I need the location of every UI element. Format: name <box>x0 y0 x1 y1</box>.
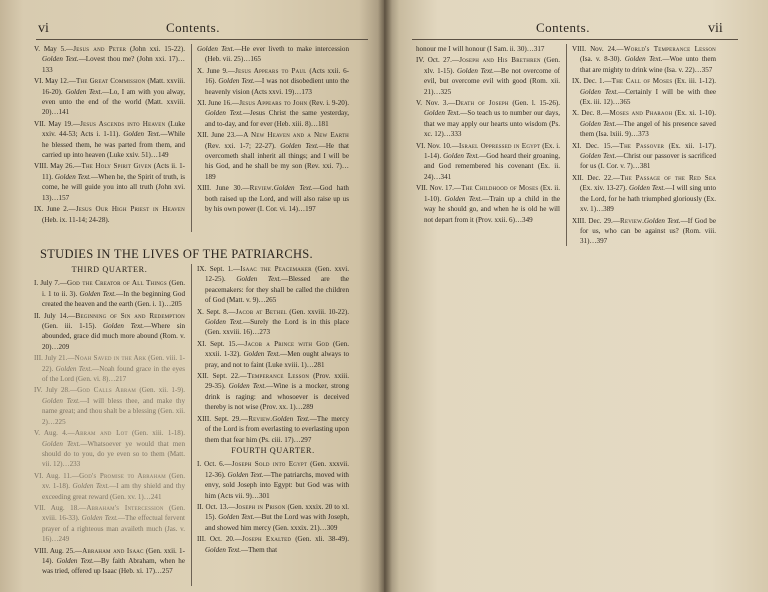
lesson-number: VIII. <box>572 45 586 53</box>
golden-text-label: Golden Text. <box>580 119 617 128</box>
lesson-date: Sept. 22. <box>212 372 240 381</box>
lesson-date: Oct. 27. <box>427 56 452 65</box>
lesson-entry <box>34 44 185 75</box>
golden-text: —Men ought always to pray, and not to faint (Luke xviii. 1)…281 <box>205 350 349 369</box>
golden-text: —Them that <box>241 545 278 554</box>
golden-text-label: Golden Text. <box>443 152 480 161</box>
lesson-entry <box>34 278 185 309</box>
lesson-title: —The Great Commission <box>68 77 146 86</box>
column-divider <box>191 44 192 232</box>
lesson-title: —Review. <box>240 414 273 423</box>
right-page <box>384 0 768 592</box>
golden-text-label: Golden Text. <box>280 141 319 150</box>
lesson-entry <box>197 130 349 182</box>
lesson-number: V. <box>34 429 40 438</box>
golden-text-label: Golden Text. <box>456 66 494 75</box>
golden-text-label: Golden Text. <box>103 322 144 331</box>
golden-text: —In the beginning God created the heaven and the earth (Gen. i. 1)…205 <box>42 289 186 309</box>
scripture-reference: (Gen. iii. 1-15). <box>42 322 97 331</box>
golden-text-label: Golden Text. <box>81 514 118 523</box>
lesson-title: —Temperance Lesson <box>239 372 310 381</box>
lesson-title: —Jesus Our High Priest in Heaven <box>68 205 185 214</box>
golden-text-label: Golden Text. <box>580 152 617 161</box>
lesson-date: July 21. <box>44 354 68 363</box>
golden-text: —Blessed are the peacemakers: for they shall be called the children of God (Matt. v. 9)…265 <box>205 275 349 305</box>
lesson-number: III. <box>197 535 206 544</box>
lesson-number: III. <box>34 354 43 363</box>
lesson-number: VI. <box>416 141 426 150</box>
lesson-number: IV. <box>34 386 43 395</box>
lesson-entry <box>197 339 349 370</box>
lesson-entry <box>197 371 349 413</box>
lesson-number: VIII. <box>34 162 48 171</box>
scripture-reference: (Ex. xiv. 13-27). <box>580 184 628 193</box>
scripture-reference: (Ex. i. 1-14). <box>424 141 560 161</box>
lesson-entry <box>34 76 185 118</box>
golden-text: —Train up a child in the way he should go, and when he is old he will not depart from it (Prov. xxii. 6)…349 <box>424 194 560 224</box>
lesson-date: Oct. 20. <box>209 535 235 544</box>
lesson-date: June 9. <box>206 66 228 75</box>
lesson-title: —The Passage of the Red Sea <box>612 173 717 182</box>
scripture-reference: (Gen. xiii. 1-18). <box>132 429 185 438</box>
column-divider <box>566 44 567 246</box>
golden-text-label: Golden Text. <box>228 382 267 391</box>
lesson-date: Aug. 4. <box>43 429 68 438</box>
golden-text: —Jesus Christ the same yesterday, and to-day, and for ever (Heb. xiii. 8)…181 <box>205 109 349 128</box>
golden-text: —God heard their groaning, and God remembered his covenant (Ex. ii. 24)…341 <box>424 152 560 181</box>
lesson-date: Nov. 10. <box>427 141 452 150</box>
lesson-entry <box>197 183 349 214</box>
lesson-entry <box>197 44 349 65</box>
lesson-title: —World's Temperance Lesson <box>616 45 716 53</box>
lesson-title: —Abraham and Isaac <box>74 546 144 555</box>
lesson-number: VI. <box>34 471 44 480</box>
scripture-reference: (Gen. xviii. 16-33). <box>42 503 186 523</box>
scripture-reference: (Ex. ii. 1-10). <box>424 184 560 203</box>
lesson-entry <box>416 183 560 225</box>
lesson-number: XI. <box>197 99 207 108</box>
header-rule <box>36 39 368 40</box>
golden-text-label: Golden Text. <box>205 318 243 327</box>
lesson-date: Aug. 11. <box>46 471 72 480</box>
lesson-column <box>197 264 349 556</box>
lesson-title: —Jesus Ascends into Heaven <box>72 119 166 128</box>
golden-text: —I will bless thee, and make thy name great; and thou shalt be a blessing (Gen. xii. 2)…225 <box>42 396 186 426</box>
scripture-reference: (Ex. iii. 1-12). <box>674 77 717 86</box>
lesson-number: X. <box>197 307 204 316</box>
lesson-number: XII. <box>197 372 209 381</box>
section-title: STUDIES IN THE LIVES OF THE PATRIARCHS. <box>40 247 313 261</box>
lesson-number: I. <box>197 460 202 469</box>
golden-text-label: Golden Text. <box>79 289 116 298</box>
golden-text-label: Golden Text. <box>65 87 103 96</box>
golden-text-label: Golden Text. <box>218 513 255 522</box>
lesson-date: June 30. <box>215 184 243 193</box>
lesson-number: II. <box>197 502 204 511</box>
lesson-date: June 2. <box>46 205 69 214</box>
lesson-entry <box>34 471 185 502</box>
lesson-number: V. <box>34 45 40 53</box>
golden-text-label: Golden Text. <box>227 470 264 479</box>
lesson-entry <box>416 44 560 54</box>
scripture-reference: (Gen. xxxix. 20 to xl. 15). <box>205 502 349 522</box>
lesson-entry <box>34 385 185 427</box>
golden-text-label: Golden Text. <box>197 45 235 53</box>
golden-text: —Whatsoever ye would that men should do to you, do ye even so to them (Matt. vii. 12)…233 <box>42 439 185 469</box>
golden-text: —Certainly I will be with thee (Ex. iii. 12)…365 <box>580 87 716 107</box>
lesson-date: Dec. 15. <box>585 141 613 150</box>
lesson-entry <box>34 428 185 470</box>
golden-text: —Surely the Lord is in this place (Gen. xxviii. 16)…273 <box>205 318 349 337</box>
column-divider <box>191 264 192 586</box>
lesson-number: VII. <box>34 503 46 512</box>
lesson-entry <box>34 311 185 353</box>
golden-text: —I was not disobedient unto the heavenly vision (Acts xxvi. 19)…173 <box>205 77 350 96</box>
lesson-entry <box>572 173 716 215</box>
lesson-number: IX. <box>34 205 44 214</box>
scripture-reference: (Rev. i. 9-20). <box>309 99 349 108</box>
lesson-title: —The Holy Spirit Given <box>74 162 152 171</box>
lesson-title: —Review. <box>242 184 274 193</box>
page-number: vi <box>38 21 49 36</box>
lesson-number: XII. <box>572 173 584 182</box>
lesson-entry <box>197 66 349 97</box>
lesson-date: Aug. 25. <box>49 546 75 555</box>
scripture-reference: (Gen. xxxvii. 12-36). <box>205 460 349 479</box>
golden-text: —The effectual fervent prayer of a righteous man availeth much (Jas. v. 16)…249 <box>42 514 186 544</box>
lesson-date: Sept. 1. <box>209 265 233 273</box>
lesson-date: Nov. 17. <box>429 184 454 193</box>
lesson-title: —Joseph Sold into Egypt <box>224 460 308 469</box>
lesson-title: —Abraham's Intercession <box>79 503 164 512</box>
lesson-entry <box>572 108 716 139</box>
scripture-reference: (Rev. xxi. 1-7; 22-27). <box>205 141 276 150</box>
scripture-reference: (Luke xxiv. 44-53; Acts i. 1-11). <box>42 119 186 139</box>
scripture-reference: (Gen. i. 1 to ii. 3). <box>42 279 186 298</box>
lesson-title: —Jesus and Peter <box>65 45 127 53</box>
scripture-reference: (Gen. viii. 1-22). <box>42 354 185 373</box>
lesson-title: —A New Heaven and a New Earth <box>235 131 349 140</box>
golden-text: —He ever liveth to make intercession (Heb. vii. 25)…165 <box>205 45 349 64</box>
lesson-date: July 28. <box>45 386 70 395</box>
golden-text: —While he blessed them, he was parted from them, and carried up into heaven (Luke xxiv. 51)…149 <box>42 130 185 160</box>
scripture-reference: (Gen. xlv. 1-15). <box>424 56 560 75</box>
lesson-date: Sept. 15. <box>210 339 238 348</box>
lesson-entry <box>416 55 560 97</box>
scripture-reference: (Matt. xxviii. 16-20). <box>42 77 186 96</box>
lesson-date: Dec. 8. <box>581 109 603 118</box>
lesson-number: VII. <box>34 119 46 128</box>
lesson-number: V. <box>416 99 422 108</box>
lesson-number: XIII. <box>197 414 211 423</box>
lesson-number: XII. <box>197 131 209 140</box>
lesson-number: X. <box>197 66 204 75</box>
lesson-title: —God the Creator of All Things <box>59 279 167 288</box>
lesson-date: May 5. <box>43 45 66 53</box>
page-number: vii <box>708 21 723 36</box>
lesson-title: —Joseph and His Brethren <box>451 56 541 65</box>
lesson-number: VI. <box>34 77 44 86</box>
lesson-entry <box>34 546 185 577</box>
scripture-reference: (Gen. xxviii. 10-22). <box>289 307 350 316</box>
lesson-title: —The Call of Moses <box>604 77 673 86</box>
golden-text-label: Golden Text. <box>205 545 241 554</box>
lesson-number: X. <box>572 109 579 118</box>
lesson-number: XIII. <box>572 216 586 225</box>
golden-text-label: Golden Text. <box>55 364 93 373</box>
lesson-date: Sept. 8. <box>206 307 229 316</box>
golden-text-label: Golden Text. <box>624 55 663 64</box>
lesson-column <box>416 44 560 226</box>
lesson-date: June 16. <box>208 99 232 108</box>
lesson-title: —Jesus Appears to John <box>231 99 308 108</box>
golden-text-label: Golden Text. <box>424 109 461 118</box>
lesson-date: Aug. 18. <box>50 503 80 512</box>
golden-text: —The patriarchs, moved with envy, sold Joseph into Egypt: but God was with him (Acts vii. 9)…301 <box>205 470 349 500</box>
lesson-date: May 12. <box>45 77 69 86</box>
lesson-entry <box>572 141 716 172</box>
lesson-title: —Review. <box>612 216 645 225</box>
lesson-title: —Israel Oppressed in Egypt <box>451 141 541 150</box>
scripture-reference: (Gen. xxii. 1-14). <box>42 546 185 565</box>
golden-text-label: Golden Text. <box>205 109 243 118</box>
lesson-date: May 26. <box>50 162 75 171</box>
lesson-entry <box>197 307 349 338</box>
golden-text: —He that overcometh shall inherit all things; and I will be his God, and he shall be my son (Rev. xxi. 7)…189 <box>205 141 350 181</box>
lesson-entry <box>197 414 349 445</box>
golden-text: —I am thy shield and thy exceeding great reward (Gen. xv. 1)…241 <box>42 482 185 501</box>
golden-text-label: Golden Text. <box>272 414 310 423</box>
golden-text: —By faith Abraham, when he was tried, offered up Isaac (Heb. xi. 17)…257 <box>42 556 185 576</box>
golden-text: —Lovest thou me? (John xxi. 17)…133 <box>42 55 185 74</box>
golden-text: —God hath both raised up the Lord, and will also raise up us by his own power (I. Cor. vi. 14)…197 <box>205 184 349 214</box>
lesson-number: XI. <box>197 339 207 348</box>
lesson-date: Nov. 24. <box>590 45 617 53</box>
quarter-heading: FOURTH QUARTER. <box>231 445 315 455</box>
golden-text-label: Golden Text. <box>644 216 681 225</box>
book-gutter <box>378 0 392 592</box>
lesson-column <box>34 264 185 578</box>
lesson-date: Dec. 1. <box>583 77 605 86</box>
golden-text-label: Golden Text. <box>236 275 282 284</box>
lesson-date: May 19. <box>48 119 73 128</box>
lesson-date: Dec. 22. <box>587 173 613 182</box>
lesson-title: —God's Promise to Abraham <box>71 471 166 480</box>
scripture-reference: (Ex. xi. 1-10). <box>674 109 716 118</box>
lesson-date: June 23. <box>211 131 236 140</box>
golden-text: —Wine is a mocker, strong drink is raging: and whosoever is deceived thereby is not wise (Prov. xx. 1)…289 <box>205 382 349 412</box>
lesson-number: IX. <box>572 77 582 86</box>
lesson-entry <box>197 264 349 306</box>
lesson-title: —Joseph Exalted <box>234 535 292 544</box>
golden-text-label: Golden Text. <box>444 194 483 203</box>
lesson-entry <box>197 459 349 501</box>
lesson-number: XIII. <box>197 184 211 193</box>
lesson-date: Dec. 29. <box>588 216 613 225</box>
lesson-date: Nov. 3. <box>425 99 449 108</box>
golden-text-label: Golden Text. <box>628 184 666 193</box>
lesson-title: —Jesus Appears to Paul <box>227 66 307 75</box>
lesson-entry <box>34 204 185 225</box>
golden-text: —Noah found grace in the eyes of the Lord (Gen. vi. 8)…217 <box>42 364 185 384</box>
scripture-reference: (Acts xxii. 6-16). <box>205 66 350 86</box>
lesson-date: Oct. 6. <box>204 460 225 469</box>
lesson-title: —Jacob a Prince with God <box>237 339 330 348</box>
lesson-entry <box>34 119 185 161</box>
golden-text: —Christ our passover is sacrificed for us (I. Cor. v. 7)…381 <box>580 152 716 171</box>
golden-text-label: Golden Text. <box>123 130 161 139</box>
lesson-number: IX. <box>197 265 207 273</box>
scripture-reference: (Gen. xxvi. 12-25). <box>205 265 349 284</box>
golden-text-label: Golden Text. <box>580 87 619 96</box>
lesson-title: —Jacob at Bethel <box>228 307 287 316</box>
lesson-column <box>34 44 185 226</box>
golden-text: —Woe unto them that are mighty to drink wine (Isa. v. 22)…357 <box>580 55 717 74</box>
scripture-reference: (Heb. ix. 11-14; 24-28). <box>42 215 110 224</box>
lesson-title: —The Childhood of Moses <box>453 184 539 193</box>
golden-text: —The mercy of the Lord is from everlasting to everlasting upon them that fear him (Ps. ciii. 17)…297 <box>205 414 349 444</box>
running-header: Contents. <box>536 20 590 35</box>
golden-text: —The angel of his presence saved them (Isa. lxiii. 9)…373 <box>580 119 716 139</box>
lesson-number: I. <box>34 279 39 288</box>
lesson-entry <box>572 44 716 75</box>
lesson-date: July 7. <box>40 279 60 288</box>
golden-text-label: Golden Text. <box>42 439 81 448</box>
scripture-reference: (Prov. xxiii. 29-35). <box>205 372 349 391</box>
lesson-entry <box>34 503 185 545</box>
lesson-column <box>197 44 349 216</box>
scripture-reference: (Gen. xxxii. 1-32). <box>205 339 349 359</box>
golden-text-label: Golden Text. <box>54 172 91 181</box>
scripture-reference: (Ex. xii. 1-17). <box>668 141 716 150</box>
lesson-entry <box>197 534 349 555</box>
scripture-reference: (Acts ii. 1-11). <box>42 162 185 181</box>
lesson-number: VII. <box>416 184 428 193</box>
scripture-reference: (John xxi. 15-22). <box>130 45 185 53</box>
golden-text: —When he, the Spirit of truth, is come, he will guide you into all truth (John xvi. 13)…157 <box>42 172 185 202</box>
lesson-title: —The Passover <box>612 141 665 150</box>
golden-text-label: Golden Text. <box>56 556 94 565</box>
lesson-entry <box>416 98 560 140</box>
golden-text: —But the Lord was with Joseph, and showed him mercy (Gen. xxxix. 21)…309 <box>205 513 349 532</box>
lesson-entry <box>34 161 185 203</box>
golden-text-label: Golden Text. <box>243 350 281 359</box>
lesson-entry <box>197 98 349 129</box>
golden-text-label: Golden Text. <box>72 482 110 491</box>
lesson-number: II. <box>34 311 41 320</box>
scripture-reference: (Gen. l. 15-26). <box>512 99 561 108</box>
lesson-entry <box>572 76 716 107</box>
lesson-date: Oct. 13. <box>205 502 229 511</box>
lesson-title: —Isaac the Peacemaker <box>232 265 312 273</box>
lesson-title: —Moses and Pharaoh <box>602 109 673 118</box>
header-rule <box>412 39 738 40</box>
golden-text-label: Golden Text. <box>42 55 79 64</box>
lesson-entry <box>572 216 716 247</box>
scripture-reference: (Gen. xli. 38-49). <box>295 535 350 544</box>
golden-text: —So teach us to number our days, that we may apply our hearts unto wisdom (Ps. xc. 12)…333 <box>424 109 560 139</box>
golden-text-label: Golden Text. <box>273 184 313 193</box>
scripture-reference: (Gen. xii. 1-9). <box>139 386 185 395</box>
lesson-title: —Beginning of Sin and Redemption <box>68 311 185 320</box>
scripture-reference: (Gen. xv. 1-18). <box>42 471 185 491</box>
lesson-number: XI. <box>572 141 582 150</box>
lesson-number: IV. <box>416 56 425 65</box>
lesson-entry <box>197 502 349 533</box>
lesson-title: —God Calls Abram <box>69 386 136 395</box>
golden-text: —Lo, I am with you alway, even unto the end of the world (Matt. xxviii. 20)…141 <box>42 87 185 117</box>
lesson-date: Sept. 29. <box>214 414 241 423</box>
lesson-title: —Death of Joseph <box>448 99 509 108</box>
lesson-entry <box>34 353 185 384</box>
golden-text: —If God be for us, who can be against us? (Rom. viii. 31)…397 <box>580 216 717 246</box>
lesson-title: —Abram and Lot <box>67 429 128 438</box>
quarter-heading: THIRD QUARTER. <box>71 265 148 274</box>
lesson-date: July 14. <box>44 311 69 320</box>
lesson-entry <box>416 141 560 183</box>
golden-text: honour me I will honour (I Sam. ii. 30)…317 <box>416 45 545 53</box>
lesson-title: —Joseph in Prison <box>228 502 286 511</box>
golden-text-label: Golden Text. <box>42 396 80 405</box>
golden-text: —Be not overcome of evil, but overcome evil with good (Rom. xii. 21)…325 <box>424 66 561 96</box>
golden-text: —Where sin abounded, grace did much more abound (Rom. v. 20)…209 <box>42 322 185 351</box>
lesson-title: —Noah Saved in the Ark <box>67 354 147 363</box>
running-header: Contents. <box>166 20 220 35</box>
scripture-reference: (Isa. v. 8-30). <box>580 55 622 64</box>
golden-text: —I will sing unto the Lord, for he hath triumphed gloriously (Ex. xv. 1)…389 <box>580 184 716 214</box>
lesson-column <box>572 44 716 248</box>
golden-text-label: Golden Text. <box>218 77 255 86</box>
lesson-number: VIII. <box>34 546 48 555</box>
